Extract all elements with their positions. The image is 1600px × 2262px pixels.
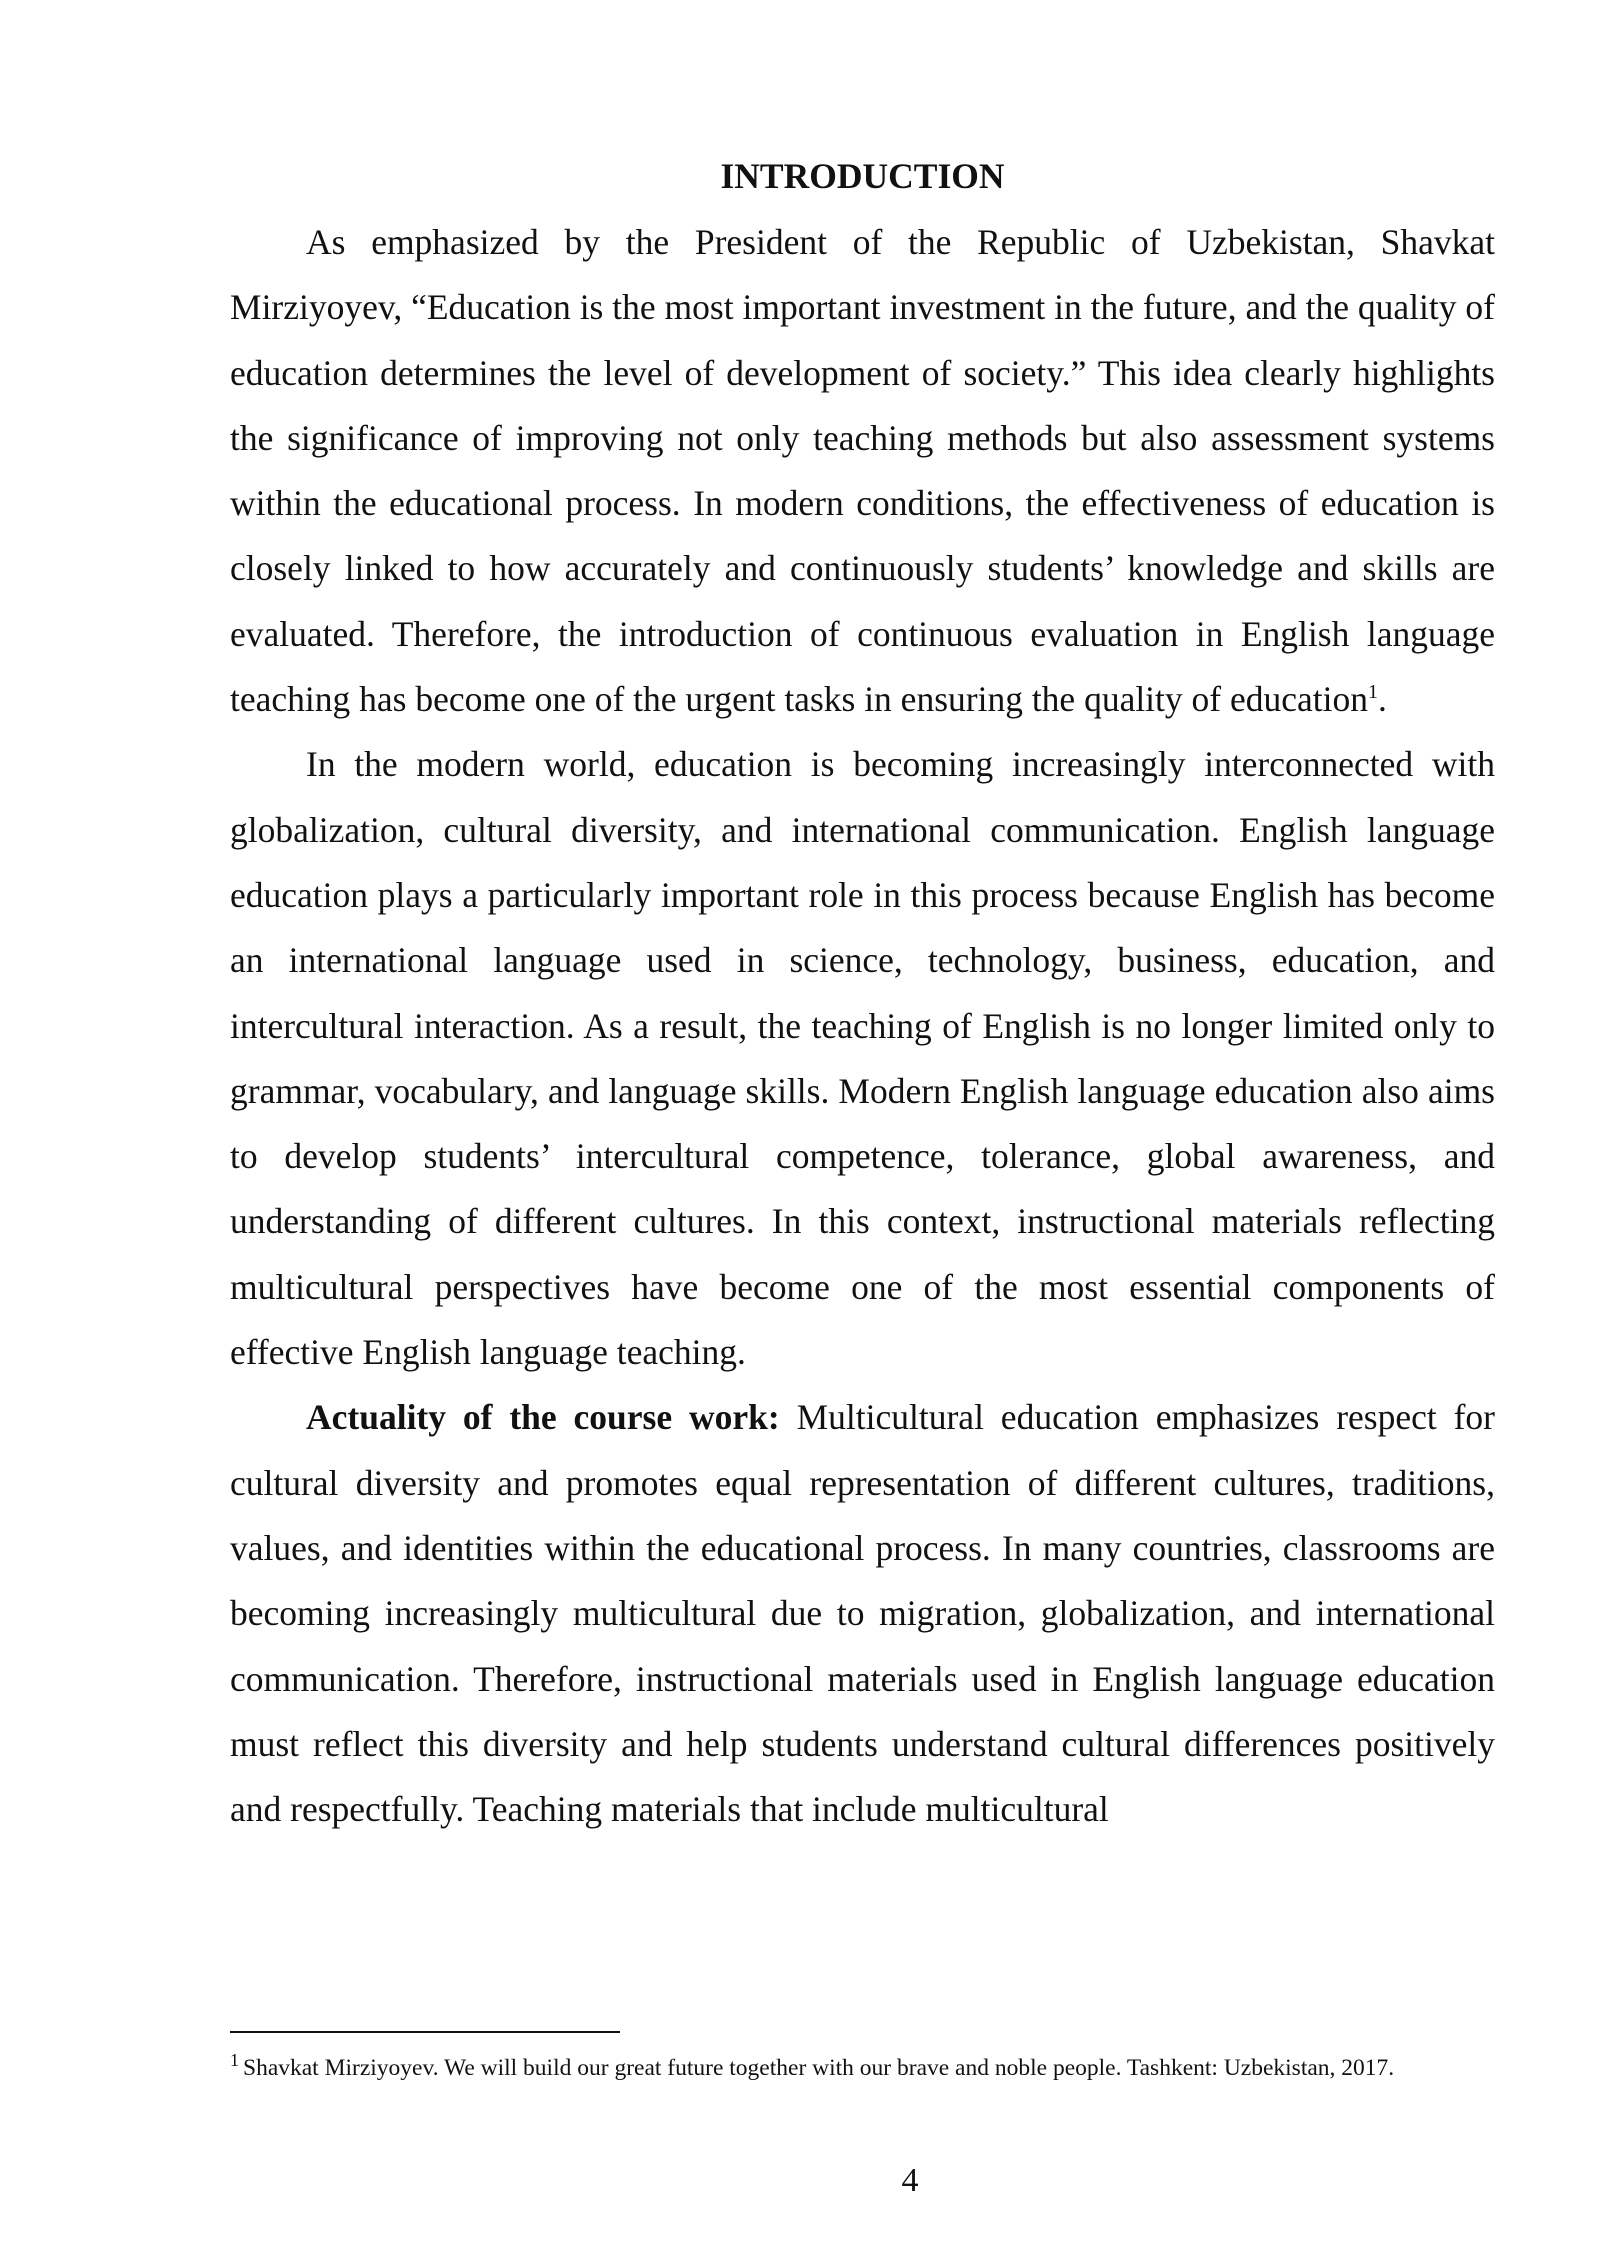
footnote xyxy=(230,2050,1495,2086)
main-text xyxy=(230,148,1495,1842)
paragraph-2: In the modern world, education is becoming increasingly interconnected with globalization, cultural diversity, and international communication. English language education plays a particularly important role in this process because English has become an international language used in science, technology, business, education, and intercultural interaction. As a result, the teaching of English is no longer limited only to grammar, vocabulary, and language skills. Modern English language education also aims to develop students’ intercultural competence, tolerance, global awareness, and understanding of different cultures. In this context, instructional materials reflecting multicultural perspectives have become one of the most essential components of effective English language teaching. xyxy=(230,744,1495,1373)
paragraph-3 xyxy=(230,1385,1495,1842)
footnote-text: Shavkat Mirziyoyev. We will build our great future together with our brave and noble people. Tashkent: Uzbekistan, 2017. xyxy=(243,2055,1395,2081)
footnote-number: 1 xyxy=(230,2050,239,2071)
section-heading: INTRODUCTION xyxy=(720,156,1005,196)
paragraph-3-text: Multicultural education emphasizes respect for cultural diversity and promotes equal representation of different cultures, traditions, values, and identities within the educational process. In many countries, classrooms are becoming increasingly multicultural due to migration, globalization, and international communication. Therefore, instructional materials used in English language education must reflect this diversity and help students understand cultural differences positively and respectfully. Teaching materials that include multicultural xyxy=(230,1397,1495,1830)
page-number: 4 xyxy=(901,2162,919,2199)
paragraph-1 xyxy=(230,210,1495,732)
paragraph-1-end: . xyxy=(1377,679,1387,720)
paragraph-1-text: As emphasized by the President of the Republic of Uzbekistan, Shavkat Mirziyoyev, “Education is the most important investment in the future, and the quality of education determines the level of development of society.” This idea clearly highlights the significance of improving not only teaching methods but also assessment systems within the educational process. In modern conditions, the effectiveness of education is closely linked to how accurately and continuously students’ knowledge and skills are evaluated. Therefore, the introduction of continuous evaluation in English language teaching has become one of the urgent tasks in ensuring the quality of education xyxy=(230,222,1495,720)
paragraph-3-lead: Actuality of the course work: xyxy=(306,1397,780,1438)
footnote-separator xyxy=(230,2031,620,2033)
footnote-reference[interactable]: 1 xyxy=(1367,681,1378,704)
